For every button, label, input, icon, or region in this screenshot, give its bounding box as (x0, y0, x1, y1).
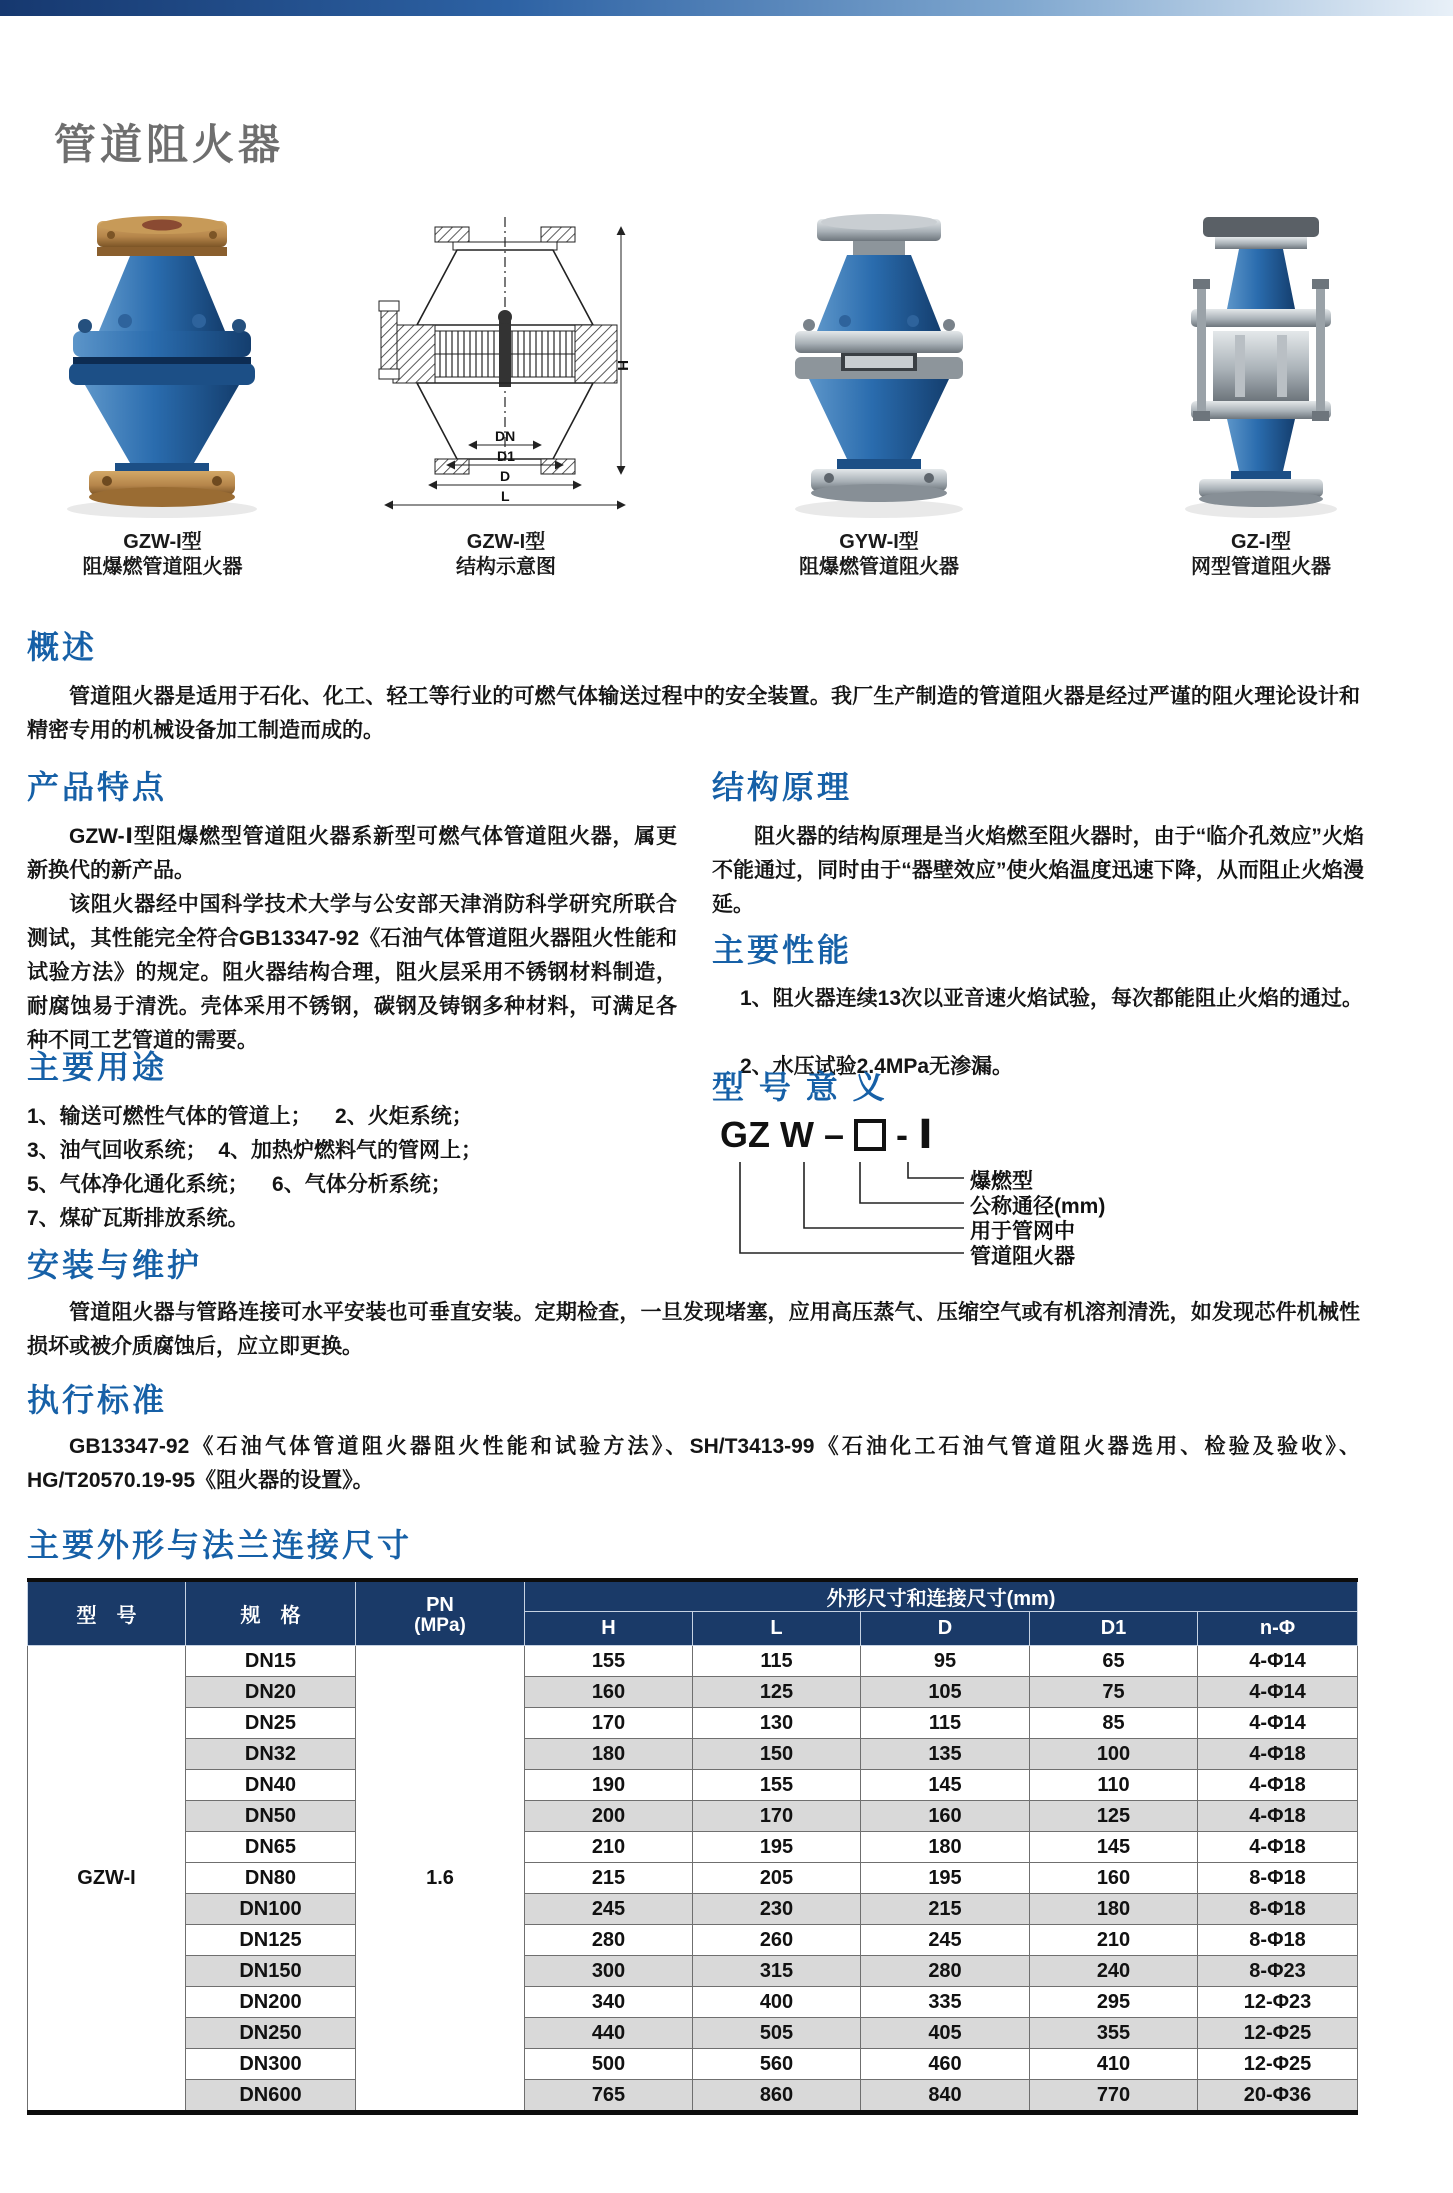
product-photo-gyw1-icon (783, 213, 975, 519)
table-row: DN25 170 130 115 85 4-Φ14 (28, 1708, 1358, 1739)
col-header-d1: D1 (1030, 1612, 1198, 1646)
figure-gzw1-drawing (377, 213, 635, 580)
section-heading-install: 安装与维护 (27, 1247, 203, 1283)
svg-text:D: D (500, 468, 511, 484)
table-row: DN200 340 400 335 295 12-Φ23 (28, 1987, 1358, 2018)
col-header-model: 型 号 (28, 1580, 186, 1646)
svg-text:D1: D1 (497, 448, 515, 464)
install-paragraph: 管道阻火器与管路连接可水平安装也可垂直安装。定期检查，一旦发现堵塞，应用高压蒸气、压缩空气或有机溶剂清洗，如发现芯件机械性损坏或被介质腐蚀后，应立即更换。 (27, 1301, 1360, 1358)
figure-caption: GZW-I型 结构示意图 (456, 531, 556, 578)
section-heading-principle: 结构原理 (712, 769, 853, 805)
model-label-1: 公称通径(mm) (970, 1195, 1106, 1218)
model-code-box (854, 1119, 886, 1151)
col-header-n: n-Φ (1198, 1612, 1358, 1646)
section-heading-features: 产品特点 (27, 769, 168, 805)
model-label-3: 管道阻火器 (970, 1245, 1075, 1268)
page-title: 管道阻火器 (54, 121, 285, 168)
model-meaning-diagram (712, 1112, 1372, 1287)
dimensions-table (27, 1578, 1358, 2115)
uses-line-2: 3、油气回收系统； 4、加热炉燃料气的管网上； (27, 1139, 483, 1162)
standards-paragraph: GB13347-92《石油气体管道阻火器阻火性能和试验方法》、SH/T3413-99《石油化工石油气管道阻火器选用、检验及验收》、HG/T20570.19-95《阻火器的设置》。 (27, 1435, 1360, 1492)
figure-gz1 (1173, 213, 1349, 580)
section-heading-dimensions: 主要外形与法兰连接尺寸 (27, 1527, 413, 1563)
performance-item-2: 2、水压试验2.4MPa无渗漏。 (740, 1055, 1014, 1078)
table-row: DN600 765 860 840 770 20-Φ36 (28, 2080, 1358, 2113)
features-paragraph-1: GZW-Ⅰ型阻爆燃型管道阻火器系新型可燃气体管道阻火器，属更新换代的新产品。 (27, 825, 677, 882)
performance-item-1: 1、阻火器连续13次以亚音速火焰试验，每次都能阻止火焰的通过。 (740, 987, 1364, 1010)
table-row: DN100 245 230 215 180 8-Φ18 (28, 1894, 1358, 1925)
table-row: DN40 190 155 145 110 4-Φ18 (28, 1770, 1358, 1801)
product-figures-row (27, 213, 1360, 578)
col-header-h: H (525, 1612, 693, 1646)
product-photo-gz1-icon (1173, 213, 1349, 519)
model-code: GZ W – - Ⅰ (720, 1113, 933, 1157)
figure-caption: GZ-I型 网型管道阻火器 (1191, 531, 1331, 578)
uses-line-4: 7、煤矿瓦斯排放系统。 (27, 1207, 249, 1230)
col-header-d: D (861, 1612, 1030, 1646)
uses-line-1: 1、输送可燃性气体的管道上； 2、火炬系统； (27, 1105, 473, 1128)
figure-gzw1 (55, 213, 270, 580)
section-heading-overview: 概述 (27, 629, 98, 665)
table-row: DN80 215 205 195 160 8-Φ18 (28, 1863, 1358, 1894)
section-heading-standards: 执行标准 (27, 1382, 168, 1418)
model-label-2: 用于管网中 (970, 1220, 1075, 1243)
overview-paragraph: 管道阻火器是适用于石化、化工、轻工等行业的可燃气体输送过程中的安全装置。我厂生产制造的管道阻火器是经过严谨的阻火理论设计和精密专用的机械设备加工制造而成的。 (27, 685, 1360, 742)
figure-caption: GZW-I型 阻爆燃管道阻火器 (82, 531, 243, 578)
table-row: DN50 200 170 160 125 4-Φ18 (28, 1801, 1358, 1832)
section-heading-performance: 主要性能 (712, 932, 853, 968)
table-row: DN32 180 150 135 100 4-Φ18 (28, 1739, 1358, 1770)
svg-text:H: H (614, 360, 631, 371)
section-heading-uses: 主要用途 (27, 1049, 168, 1085)
pn-value-cell: 1.6 (356, 1646, 525, 2113)
table-row: DN300 500 560 460 410 12-Φ25 (28, 2049, 1358, 2080)
svg-text:DN: DN (495, 428, 516, 444)
col-header-l: L (693, 1612, 861, 1646)
structure-diagram-icon (377, 213, 635, 519)
table-row: DN20 160 125 105 75 4-Φ14 (28, 1677, 1358, 1708)
model-value-cell: GZW-I (28, 1646, 186, 2113)
uses-line-3: 5、气体净化通化系统； 6、气体分析系统； (27, 1173, 452, 1196)
figure-gyw1 (783, 213, 975, 580)
table-row: DN250 440 505 405 355 12-Φ25 (28, 2018, 1358, 2049)
top-gradient-bar (0, 0, 1453, 16)
figure-caption: GYW-I型 阻爆燃管道阻火器 (799, 531, 959, 578)
svg-text:L: L (501, 488, 510, 504)
principle-paragraph: 阻火器的结构原理是当火焰燃至阻火器时，由于“临介孔效应”火焰不能通过，同时由于“器壁效应”使火焰温度迅速下降，从而阻止火焰漫延。 (712, 825, 1364, 916)
col-header-group: 外形尺寸和连接尺寸(mm) (525, 1580, 1358, 1612)
section-heading-model: 型 号 意 义 (712, 1069, 888, 1105)
dimensions-table-wrap (27, 1578, 1357, 2115)
col-header-spec: 规 格 (186, 1580, 356, 1646)
table-row: DN150 300 315 280 240 8-Φ23 (28, 1956, 1358, 1987)
model-label-0: 爆燃型 (970, 1170, 1033, 1193)
features-paragraph-2: 该阻火器经中国科学技术大学与公安部天津消防科学研究所联合测试，其性能完全符合GB13347-92《石油气体管道阻火器阻火性能和试验方法》的规定。阻火器结构合理，阻火层采用不锈钢材料制造，耐腐蚀易于清洗。壳体采用不锈钢，碳钢及铸钢多种材料，可满足各种不同工艺管道的需要。 (27, 893, 677, 1052)
table-row: GZW-I DN15 1.6 155 115 95 65 4-Φ14 (28, 1646, 1358, 1677)
table-row: DN125 280 260 245 210 8-Φ18 (28, 1925, 1358, 1956)
table-row: DN65 210 195 180 145 4-Φ18 (28, 1832, 1358, 1863)
product-photo-gzw1-icon (55, 213, 270, 519)
col-header-pn: PN (MPa) (356, 1580, 525, 1646)
